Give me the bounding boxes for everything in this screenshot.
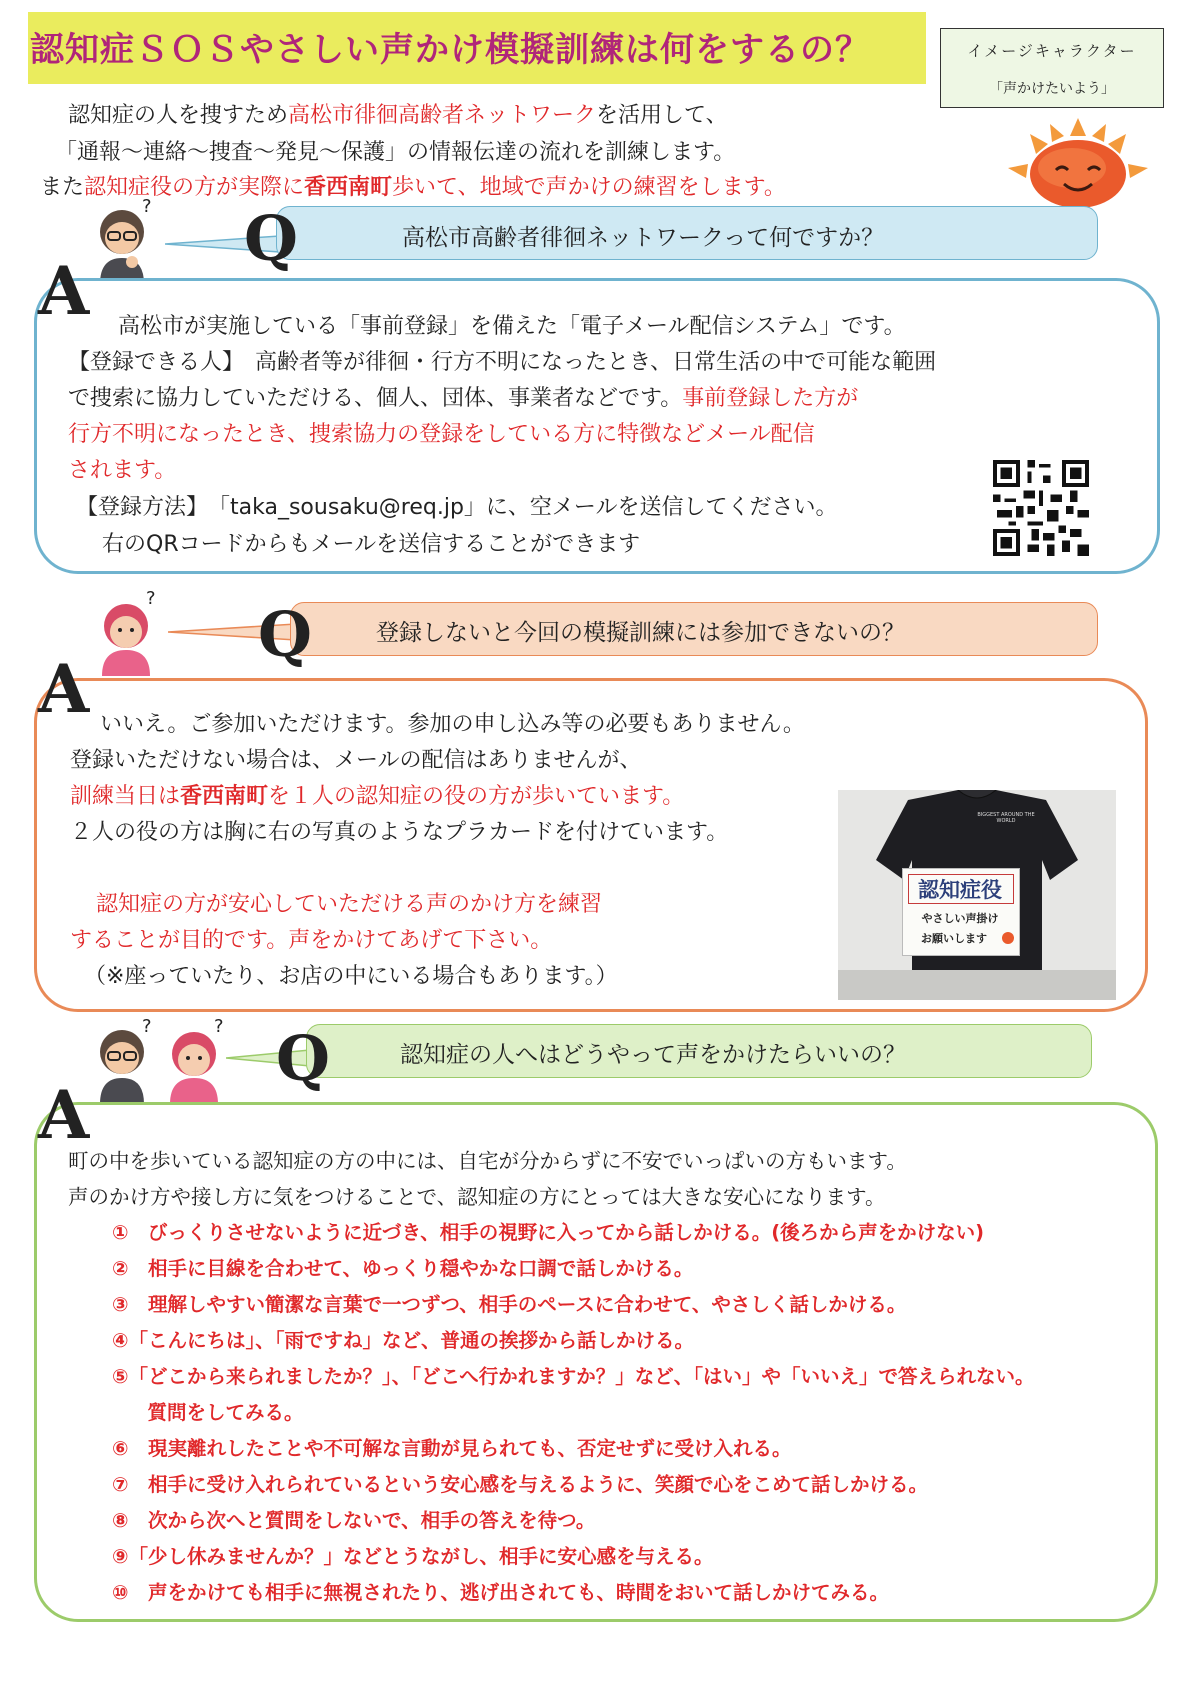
answer-2-line-6: することが目的です。声をかけてあげて下さい。 [70,928,553,953]
tip-item-8: ⑧ 次から次へと質問をしないで、相手の答えを待つ。 [112,1509,596,1532]
placard-line-1: やさしい声掛け [921,912,999,925]
svg-text:?: ? [214,1016,224,1037]
answer-1-line-3 [68,381,858,412]
registration-email[interactable]: 「taka_sousaku@req.jp」に、空メールを送信してください。 [219,495,838,520]
answer-1-line-4: 行方不明になったとき、捜索協力の登録をしている方に特徴などメール配信 [68,422,815,447]
label-registration-method: 【登録方法】 [76,495,198,520]
answer-3-line-1: 町の中を歩いている認知症の方の中には、自宅が分からずに不安でいっぱいの方もいます。 [68,1149,907,1173]
answer-1-line-5: されます。 [68,458,177,483]
intro-text: を活用して、 [596,103,728,128]
answer-1-line-1: 高松市が実施している「事前登録」を備えた「電子メール配信システム」です。 [118,314,906,339]
placard-photo [838,790,1116,1000]
answer-highlight: 訓練当日は [70,784,181,809]
answer-2-line-4: ２人の役の方は胸に右の写真のようなプラカードを付けています。 [70,820,729,845]
sun-mascot-icon [1000,112,1156,208]
placard-title: 認知症役 [918,878,1002,902]
svg-text:?: ? [142,196,152,217]
tip-item-6: ⑥ 現実離れしたことや不可解な言動が見られても、否定せずに受け入れる。 [112,1437,792,1460]
answer-1-line-7: 右のQRコードからもメールを送信することができます [102,532,641,557]
tip-item-7: ⑦ 相手に受け入れられているという安心感を与えるように、笑顔で心をこめて話しかける。 [112,1473,929,1496]
intro-town-name: 香西南町 [304,175,393,200]
shirt-print: BIGGEST AROUND THE WORLD [977,812,1035,824]
q-letter: Q [258,598,313,671]
tip-item-3: ③ 理解しやすい簡潔な言葉で一つずつ、相手のペースに合わせて、やさしく話しかける。 [112,1293,907,1316]
a-letter: A [38,252,90,330]
intro-network-name: 高松市徘徊高齢者ネットワーク [288,103,597,128]
answer-1-line-6 [76,490,837,521]
tip-item-5-cont: 質問をしてみる。 [128,1401,304,1424]
photo-floor [838,970,1116,1000]
intro-text: 認知症の人を捜すため [68,103,289,128]
answer-text: 高齢者等が徘徊・行方不明になったとき、日常生活の中で可能な範囲 [255,350,937,375]
label-who-can-register: 【登録できる人】 [68,350,234,375]
page-title: 認知症ＳＯＳやさしい声かけ模擬訓練は何をするの？ [30,30,870,70]
answer-2-line-2: 登録いただけない場合は、メールの配信はありませんが、 [70,748,642,773]
placard-sun-icon [1000,930,1016,946]
thinking-woman-icon [92,588,172,678]
q-letter: Q [244,202,299,275]
answer-2-line-5: 認知症の方が安心していただける声のかけ方を練習 [96,892,603,917]
character-box-label: イメージキャラクター [967,42,1137,60]
tip-item-1: ① びっくりさせないように近づき、相手の視野に入ってから話しかける。(後ろから声をかけない) [112,1221,985,1244]
answer-town-name: 香西南町 [180,784,269,809]
tip-item-2: ② 相手に目線を合わせて、ゆっくり穏やかな口調で話しかける。 [112,1257,694,1280]
intro-line-2: 「通報～連絡～捜査～発見～保護」の情報伝達の流れを訓練します。 [55,140,736,165]
intro-highlight: 認知症役の方が実際に [84,175,305,200]
answer-2-line-7: （※座っていたり、お店の中にいる場合もあります。） [84,964,618,989]
answer-highlight: 事前登録した方が [682,386,859,411]
intro-line-1 [68,98,728,129]
answer-2-line-3 [70,779,684,810]
question-1-text: 高松市高齢者徘徊ネットワークって何ですか？ [402,225,885,251]
tip-item-10: ⑩ 声をかけても相手に無視されたり、逃げ出されても、時間をおいて話しかけてみる。 [112,1581,890,1604]
qr-code-icon[interactable] [993,460,1089,556]
svg-text:?: ? [146,588,156,609]
intro-text: また [40,175,85,200]
answer-text: で捜索に協力していただける、個人、団体、事業者などです。 [68,386,683,411]
answer-3-line-2: 声のかけ方や接し方に気をつけることで、認知症の方にとっては大きな安心になります。 [68,1185,886,1209]
tip-item-4: ④「こんにちは」、「雨ですね」など、普通の挨拶から話しかける。 [112,1329,695,1352]
answer-1-line-2 [68,345,936,376]
thinking-man-icon [88,196,168,286]
svg-text:?: ? [142,1016,152,1037]
placard-line-2: お願いします [921,932,987,945]
answer-2-line-1: いいえ。ご参加いただけます。参加の申し込み等の必要もありません。 [100,712,805,737]
intro-highlight: 歩いて、地域で声かけの練習をします。 [392,175,786,200]
tip-item-5: ⑤「どこから来られましたか？」、「どこへ行かれますか？」など、「はい」や「いいえ」で答えられない。 [112,1365,1035,1388]
thinking-man-icon [88,1016,168,1106]
a-letter: A [38,650,90,728]
tip-item-9: ⑨「少し休みませんか？」などとうながし、相手に安心感を与える。 [112,1545,714,1568]
question-2-text: 登録しないと今回の模擬訓練には参加できないの？ [376,620,905,646]
answer-highlight: を１人の認知症の役の方が歩いています。 [268,784,685,809]
q-letter: Q [276,1022,331,1095]
a-letter: A [38,1076,90,1154]
character-box-name: 「声かけたいよう」 [989,81,1115,97]
question-3-text: 認知症の人へはどうやって声をかけたらいいの？ [400,1042,906,1068]
